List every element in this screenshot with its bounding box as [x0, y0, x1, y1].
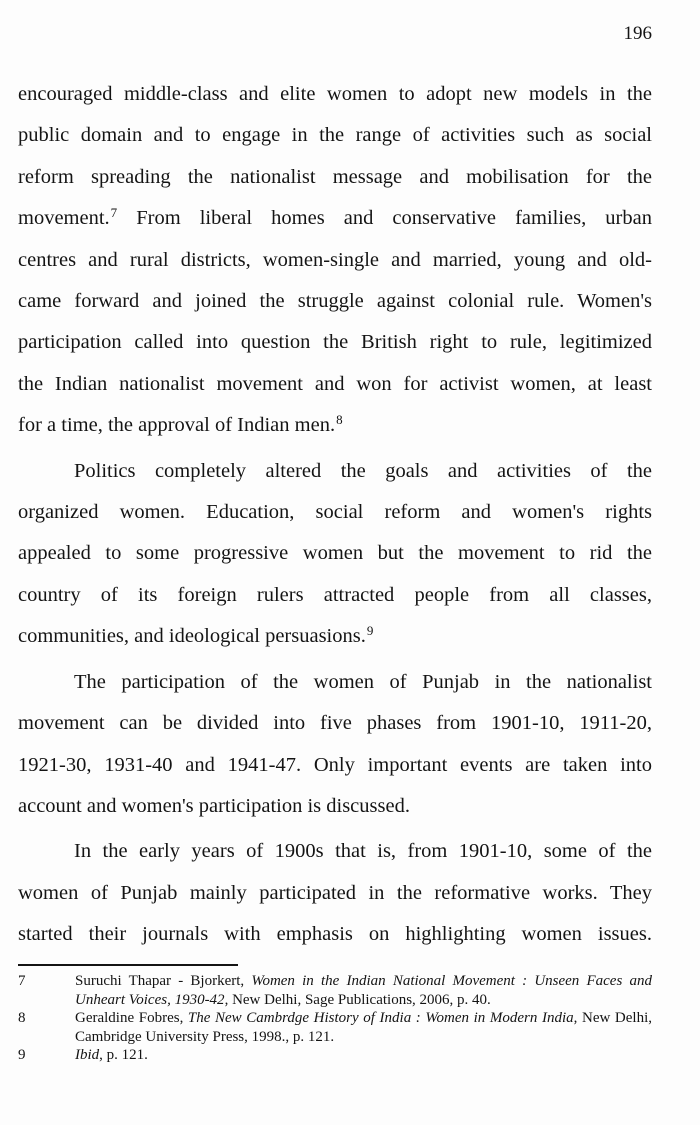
- text-segment: Geraldine Fobres,: [75, 1010, 188, 1027]
- body-text: [18, 74, 652, 956]
- book-title: Women in the Indian National Movement : Unseen Faces and: [251, 973, 652, 989]
- text-line: [18, 616, 652, 657]
- text-line: the Indian nationalist movement and won for activist women, at least: [18, 372, 652, 395]
- text-line: country of its foreign rulers attracted people from all classes,: [18, 583, 652, 606]
- text-segment: Suruchi Thapar - Bjorkert,: [75, 973, 252, 989]
- text-line: started their journals with emphasis on highlighting women issues.: [18, 923, 652, 946]
- text-line: organized women. Education, social reform and women's rights: [18, 501, 652, 524]
- footnote-number: 9: [18, 1047, 26, 1064]
- footnote-text-line: Cambridge University Press, 1998., p. 121.: [75, 1028, 335, 1045]
- text-line: Politics completely altered the goals and activities of the: [74, 459, 652, 482]
- text-line: movement can be divided into five phases from 1901-10, 1911-20,: [18, 712, 652, 735]
- text-line: 1921-30, 1931-40 and 1941-47. Only important events are taken into: [18, 753, 652, 776]
- text-line: [18, 405, 652, 446]
- text-line: encouraged middle-class and elite women to adopt new models in the: [18, 83, 652, 105]
- footnote-separator: [18, 964, 238, 966]
- footnote-ref-9: 9: [366, 623, 374, 639]
- text-segment: communities, and ideological persuasions.: [18, 625, 366, 648]
- page-number: 196: [623, 23, 652, 44]
- footnote-text-line: [75, 1009, 652, 1028]
- footnote-7: [18, 972, 652, 1009]
- book-title: Unheart Voices, 1930-42: [75, 991, 225, 1008]
- footnote-ref-8: 8: [336, 412, 343, 428]
- text-line: women of Punjab mainly participated in the reformative works. They: [18, 881, 652, 904]
- text-segment: movement.: [18, 207, 110, 230]
- footnote-8: [18, 1009, 652, 1046]
- footnote-text-line: [75, 972, 652, 991]
- text-line: reform spreading the nationalist message and mobilisation for the: [18, 165, 652, 188]
- footnote-9: [18, 1046, 652, 1065]
- text-segment: From liberal homes and conservative families, urban: [117, 207, 652, 230]
- paragraph-3: [18, 662, 652, 828]
- book-title: The New Cambrdge History of India : Women in Modern India: [187, 1010, 574, 1027]
- text-line: [18, 198, 652, 239]
- text-line: In the early years of 1900s that is, from 1901-10, some of the: [74, 840, 652, 863]
- footnote-ref-7: 7: [110, 205, 118, 221]
- footnote-text-line: [75, 991, 652, 1010]
- paragraph-2: [18, 451, 652, 658]
- text-segment: for a time, the approval of Indian men.: [18, 414, 336, 437]
- text-segment: , p. 121.: [99, 1047, 148, 1064]
- text-line: came forward and joined the struggle against colonial rule. Women's: [18, 290, 652, 313]
- text-line: account and women's participation is discussed.: [18, 794, 410, 817]
- text-line: centres and rural districts, women-single and married, young and old-: [18, 248, 652, 271]
- paragraph-1: [18, 74, 652, 447]
- text-segment: , New Delhi, Sage Publications, 2006, p. 40.: [224, 991, 491, 1008]
- text-line: public domain and to engage in the range of activities such as social: [18, 124, 652, 147]
- text-line: appealed to some progressive women but the movement to rid the: [18, 542, 652, 565]
- footnote-number: 7: [18, 973, 26, 989]
- text-line: The participation of the women of Punjab in the nationalist: [74, 670, 652, 693]
- footnotes-section: [18, 972, 652, 1065]
- text-line: participation called into question the British right to rule, legitimized: [18, 331, 652, 354]
- footnote-number: 8: [18, 1010, 26, 1027]
- text-segment: , New Delhi,: [573, 1010, 652, 1027]
- footnote-text-line: [75, 1046, 652, 1065]
- paragraph-4: [18, 831, 652, 955]
- book-title: Ibid: [75, 1047, 100, 1064]
